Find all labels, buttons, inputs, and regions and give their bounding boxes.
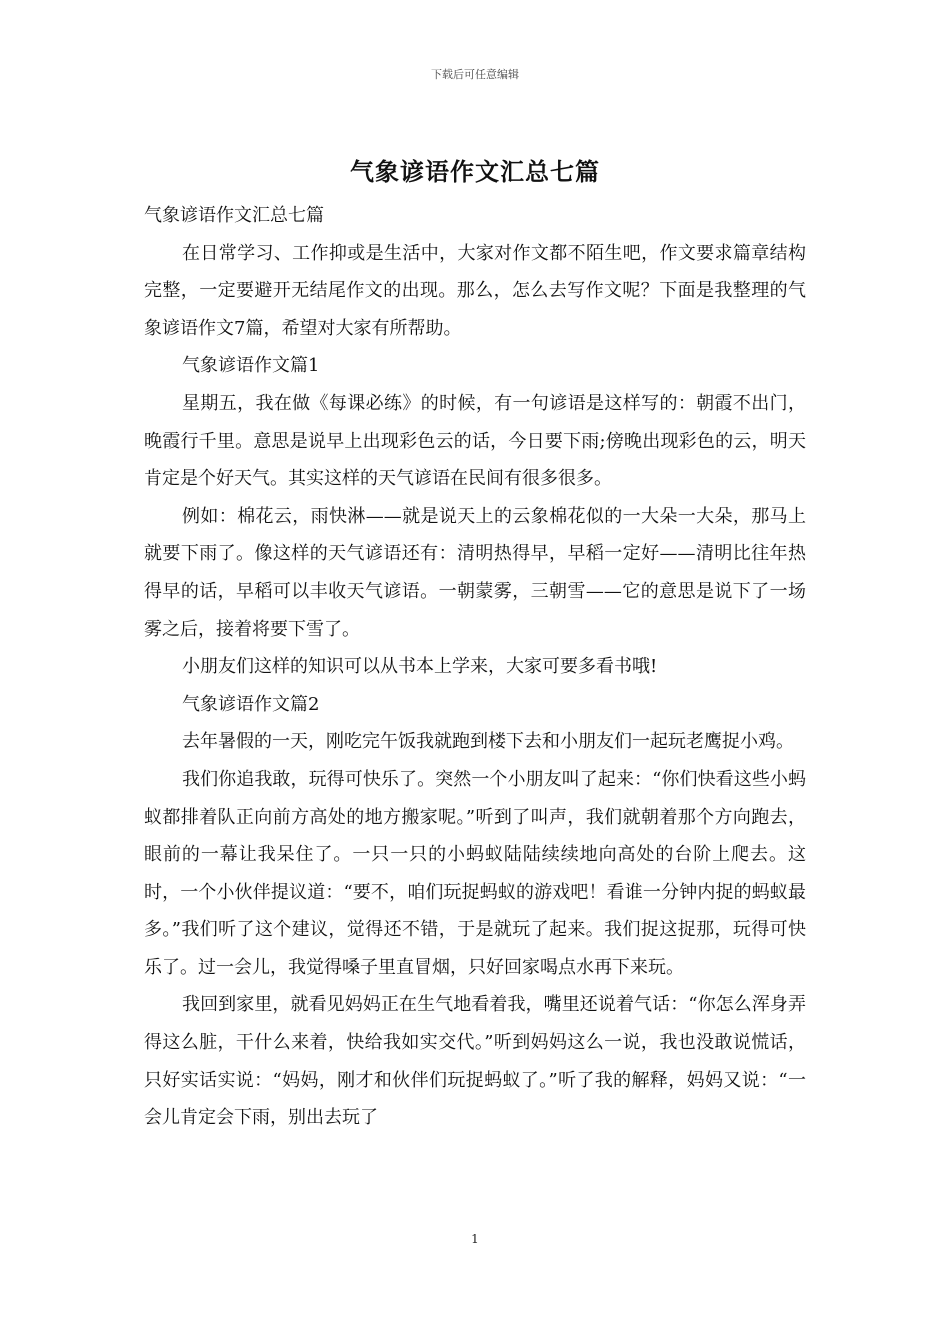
document-title: 气象谚语作文汇总七篇 — [350, 157, 600, 186]
section-heading: 气象谚语作文篇1 — [182, 355, 320, 377]
intro-paragraph: 在日常学习、工作抑或是生活中，大家对作文都不陌生吧，作文要求篇章结构完整，一定要避开无结尾作文的出现。那么，怎么去写作文呢？下面是我整理的气象谚语作文7篇，希望对大家有所帮助。 — [144, 242, 806, 339]
paragraph: 例如：棉花云，雨快淋——就是说天上的云象棉花似的一大朵一大朵，那马上就要下雨了。像这样的天气谚语还有：清明热得早，早稻一定好——清明比往年热得早的话，早稻可以丰收天气谚语。一朝蒙雾，三朝雪——它的意思是说下了一场雾之后，接着将要下雪了。 — [144, 505, 806, 640]
paragraph: 小朋友们这样的知识可以从书本上学来，大家可要多看书哦! — [182, 656, 658, 678]
section-heading: 气象谚语作文篇2 — [182, 693, 320, 715]
paragraph: 去年暑假的一天，刚吃完午饭我就跑到楼下去和小朋友们一起玩老鹰捉小鸡。 — [182, 731, 794, 753]
paragraph: 我回到家里，就看见妈妈正在生气地看着我，嘴里还说着气话：“你怎么浑身弄得这么脏，干什么来着，快给我如实交代。”听到妈妈这么一说，我也没敢说慌话，只好实话实说：“妈妈，刚才和伙伴们玩捉蚂蚁了。”听了我的解释，妈妈又说：“一会儿肯定会下雨，别出去玩了 — [144, 994, 806, 1129]
paragraph: 我们你追我敢，玩得可快乐了。突然一个小朋友叫了起来：“你们快看这些小蚂蚁都排着队正向前方高处的地方搬家呢。”听到了叫声，我们就朝着那个方向跑去，眼前的一幕让我呆住了。一只一只的小蚂蚁陆陆续续地向高处的台阶上爬去。这时，一个小伙伴提议道：“要不，咱们玩捉蚂蚁的游戏吧！看谁一分钟内捉的蚂蚁最多。”我们听了这个建议，觉得还不错，于是就玩了起来。我们捉这捉那，玩得可快乐了。过一会儿，我觉得嗓子里直冒烟，只好回家喝点水再下来玩。 — [144, 768, 806, 978]
document-body — [144, 197, 806, 1137]
header-note: 下载后可任意编辑 — [431, 68, 519, 81]
page-number: 1 — [471, 1232, 479, 1246]
paragraph: 星期五，我在做《每课必练》的时候，有一句谚语是这样写的：朝霞不出门，晚霞行千里。意思是说早上出现彩色云的话，今日要下雨;傍晚出现彩色的云，明天肯定是个好天气。其实这样的天气谚语在民间有很多很多。 — [144, 392, 806, 490]
document-subtitle: 气象谚语作文汇总七篇 — [144, 205, 324, 226]
